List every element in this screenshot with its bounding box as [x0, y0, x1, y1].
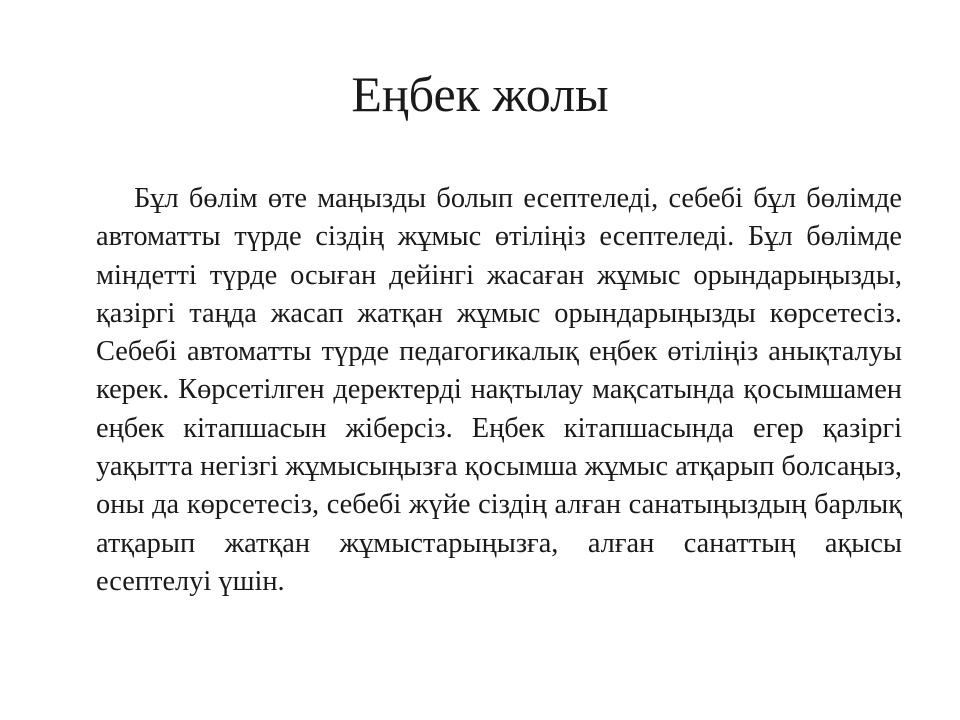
slide-title: Еңбек жолы — [351, 66, 609, 122]
slide-body-paragraph: Бұл бөлім өте маңызды болып есептеледі, себебі бұл бөлімде автоматты түрде сіздің жұмыс өтіліңіз есептеледі. Бұл бөлімде міндетті түрде осыған дейінгі жасаған жұмыс орындарыңызды, қазіргі таңда жасап жатқан жұмыс орындарыңызды көрсетесіз. Себебі автоматты түрде педагогикалық еңбек өтіліңіз анықталуы керек. Көрсетілген деректерді нақтылау мақсатында қосымшамен еңбек кітапшасын жіберсіз. Еңбек кітапшасында егер қазіргі уақытта негізгі жұмысыңызға қосымша жұмыс атқарып болсаңыз, оны да көрсетесіз, себебі жүйе сіздің алған санатыңыздың барлық атқарып жатқан жұмыстарыңызға, алған санаттың ақысы есептелуі үшін. — [96, 183, 902, 597]
